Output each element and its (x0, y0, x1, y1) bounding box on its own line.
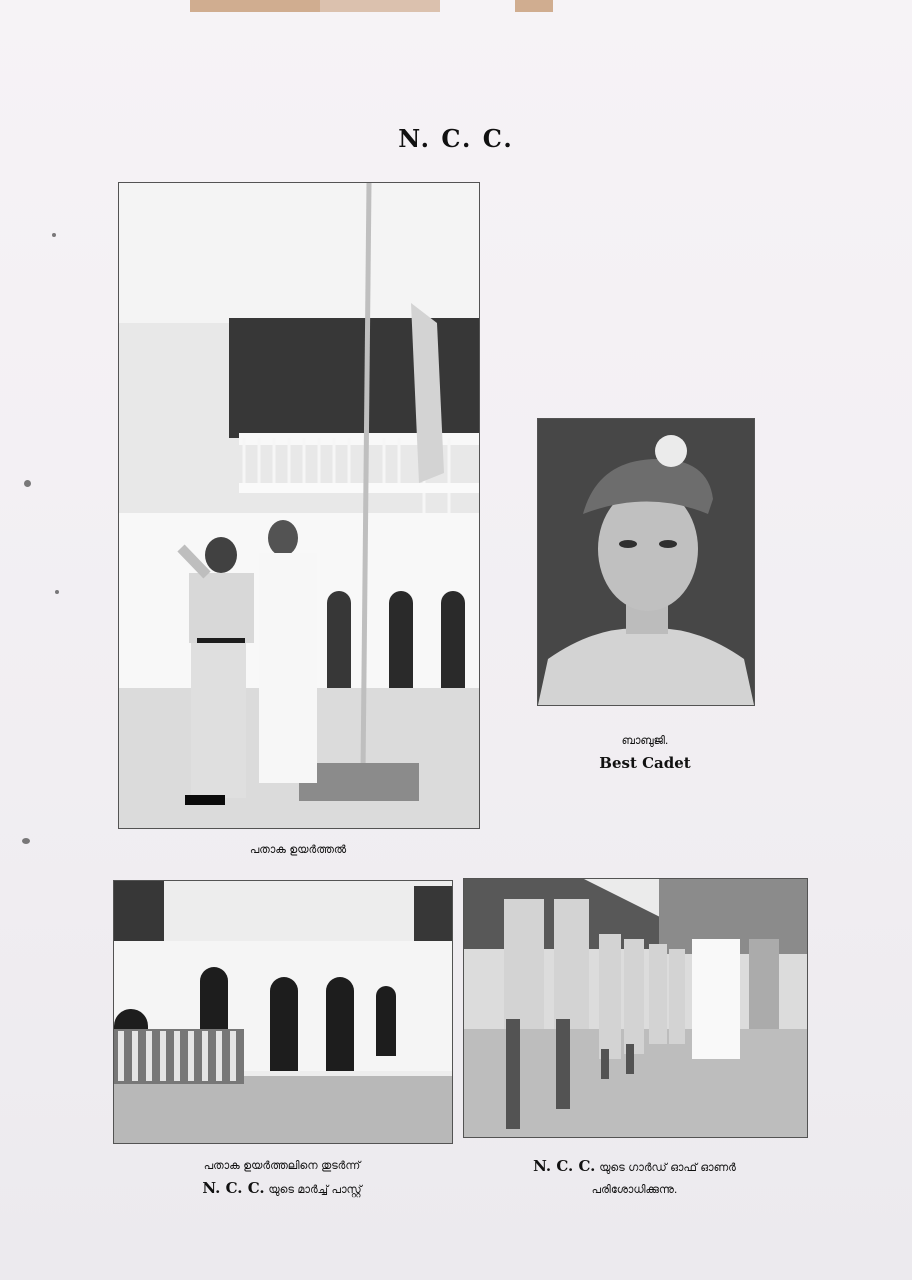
guard-of-honour-caption (463, 1155, 806, 1201)
paper-speck (55, 590, 59, 594)
best-cadet-title: Best Cadet (599, 754, 691, 772)
best-cadet-portrait-image (538, 419, 754, 705)
paper-speck (52, 233, 56, 237)
march-past-caption-suffix: യുടെ മാർച്ച് പാസ്റ്റ് (268, 1183, 362, 1196)
march-past-photo (113, 880, 453, 1144)
guard-of-honour-ncc-label: N. C. C. (533, 1157, 596, 1175)
flag-hoisting-caption-text: പതാക ഉയർത്തൽ (249, 843, 347, 856)
best-cadet-name: ബാബുജി. (621, 734, 669, 747)
guard-of-honour-caption-suffix: യുടെ ഗാർഡ് ഓഫ് ഓണർ (599, 1161, 736, 1174)
guard-of-honour-photo (463, 878, 808, 1138)
flag-hoisting-image (119, 183, 479, 828)
tape-strip (515, 0, 553, 12)
tape-strip (320, 0, 440, 12)
best-cadet-photo (537, 418, 755, 706)
guard-of-honour-image (464, 879, 807, 1137)
flag-hoisting-photo (118, 182, 480, 829)
march-past-ncc-label: N. C. C. (202, 1179, 265, 1197)
paper-speck (24, 480, 31, 487)
march-past-caption-line1: പതാക ഉയർത്തലിനെ തുടർന്ന് (203, 1159, 361, 1172)
guard-of-honour-caption-line1 (463, 1155, 806, 1179)
tape-strip (190, 0, 320, 12)
page-title: N. C. C. (398, 124, 514, 153)
paper-speck (22, 838, 30, 844)
flag-hoisting-caption (118, 838, 478, 861)
march-past-caption-line2 (113, 1177, 451, 1201)
best-cadet-caption (537, 730, 753, 774)
march-past-caption (113, 1155, 451, 1201)
guard-of-honour-caption-line2: പരിശോധിക്കുന്നു. (591, 1183, 678, 1196)
march-past-image (114, 881, 452, 1143)
